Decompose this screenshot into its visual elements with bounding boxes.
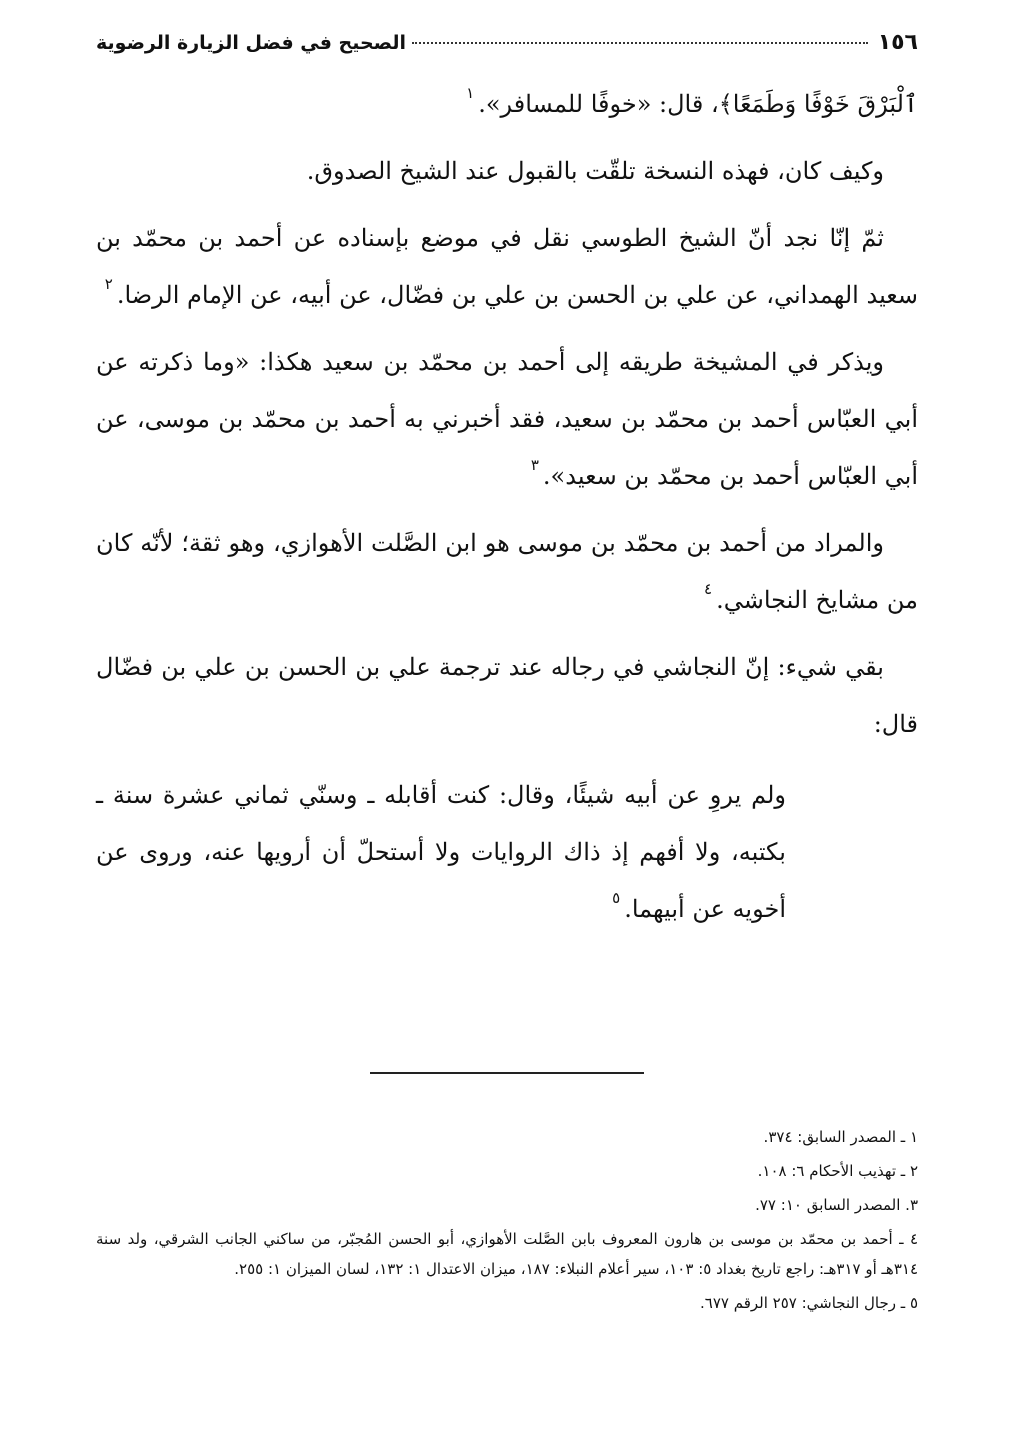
block-quote-text: ولم يروِ عن أبيه شيئًا، وقال: كنت أقابله ـ وسنّي ثماني عشرة سنة ـ بكتبه، ولا أفهم إذ ذاك الروايات ولا أستحلّ أن أرويها عنه، وروى عن أخويه عن أبيهما. [96, 781, 786, 923]
paragraph-3-text: ثمّ إنّا نجد أنّ الشيخ الطوسي نقل في موضع بإسناده عن أحمد بن محمّد بن سعيد الهمداني، عن علي بن الحسن بن علي بن فضّال، عن أبيه، عن الإمام الرضا. [96, 224, 918, 309]
paragraph-2-text: وكيف كان، فهذه النسخة تلقّت بالقبول عند الشيخ الصدوق. [306, 157, 884, 185]
header-dot-leader [412, 42, 868, 44]
paragraph-3 [96, 210, 918, 324]
book-page [96, 30, 918, 1410]
page-number: ١٥٦ [877, 30, 918, 55]
paragraph-4-text: ويذكر في المشيخة طريقه إلى أحمد بن محمّد بن سعيد هكذا: «وما ذكرته عن أبي العبّاس أحمد بن محمّد بن سعيد، فقد أخبرني به أحمد بن محمّد بن موسى، عن أبي العبّاس أحمد بن محمّد بن سعيد». [96, 348, 918, 490]
footnote-1: ١ ـ المصدر السابق: ٣٧٤. [763, 1128, 918, 1146]
footnote-ref-5[interactable]: ٥ [612, 889, 621, 907]
paragraph-5 [96, 515, 918, 629]
paragraph-4 [96, 334, 918, 505]
footnote-separator [370, 1072, 644, 1074]
footnote-ref-2[interactable]: ٢ [104, 275, 113, 293]
footnote-3: ٣. المصدر السابق ١٠: ٧٧. [755, 1196, 918, 1214]
footnote-ref-1[interactable]: ١ [466, 84, 475, 102]
paragraph-1 [96, 76, 918, 133]
paragraph-6 [96, 639, 918, 753]
footnote-2: ٢ ـ تهذيب الأحكام ٦: ١٠٨. [757, 1162, 918, 1180]
footnote-4: ٤ ـ أحمد بن محمّد بن موسى بن هارون المعروف بابن الصَّلت الأهوازي، أبو الحسن المُجبّر، من ساكني الجانب الشرقي، ولد سنة ٣١٤هـ أو ٣١٧هـ: راجع تاريخ بغداد ٥: ١٠٣، سير أعلام النبلاء: ١٨٧، ميزان الاعتدال ١: ١٣٢، لسان الميزان ١: ٢٥٥. [96, 1230, 918, 1278]
paragraph-1-text: ٱلْبَرْقَ خَوْفًا وَطَمَعًا﴾، قال: «خوفًا للمسافر». [478, 90, 918, 118]
paragraph-2 [96, 143, 918, 200]
footnote-ref-3[interactable]: ٣ [530, 456, 539, 474]
running-header [96, 30, 918, 76]
footnote-5: ٥ ـ رجال النجاشي: ٢٥٧ الرقم ٦٧٧. [700, 1294, 918, 1312]
footnotes [96, 1122, 918, 1322]
running-title: الصحيح في فضل الزيارة الرضوية [96, 32, 407, 54]
block-quote [96, 767, 786, 938]
main-text [96, 76, 918, 753]
paragraph-6-text: بقي شيء: إنّ النجاشي في رجاله عند ترجمة علي بن الحسن بن علي بن فضّال قال: [96, 653, 918, 738]
paragraph-5-text: والمراد من أحمد بن محمّد بن موسى هو ابن الصَّلت الأهوازي، وهو ثقة؛ لأنّه كان من مشايخ النجاشي. [96, 529, 918, 614]
block-quote-paragraph [96, 767, 786, 938]
footnote-ref-4[interactable]: ٤ [704, 580, 713, 598]
